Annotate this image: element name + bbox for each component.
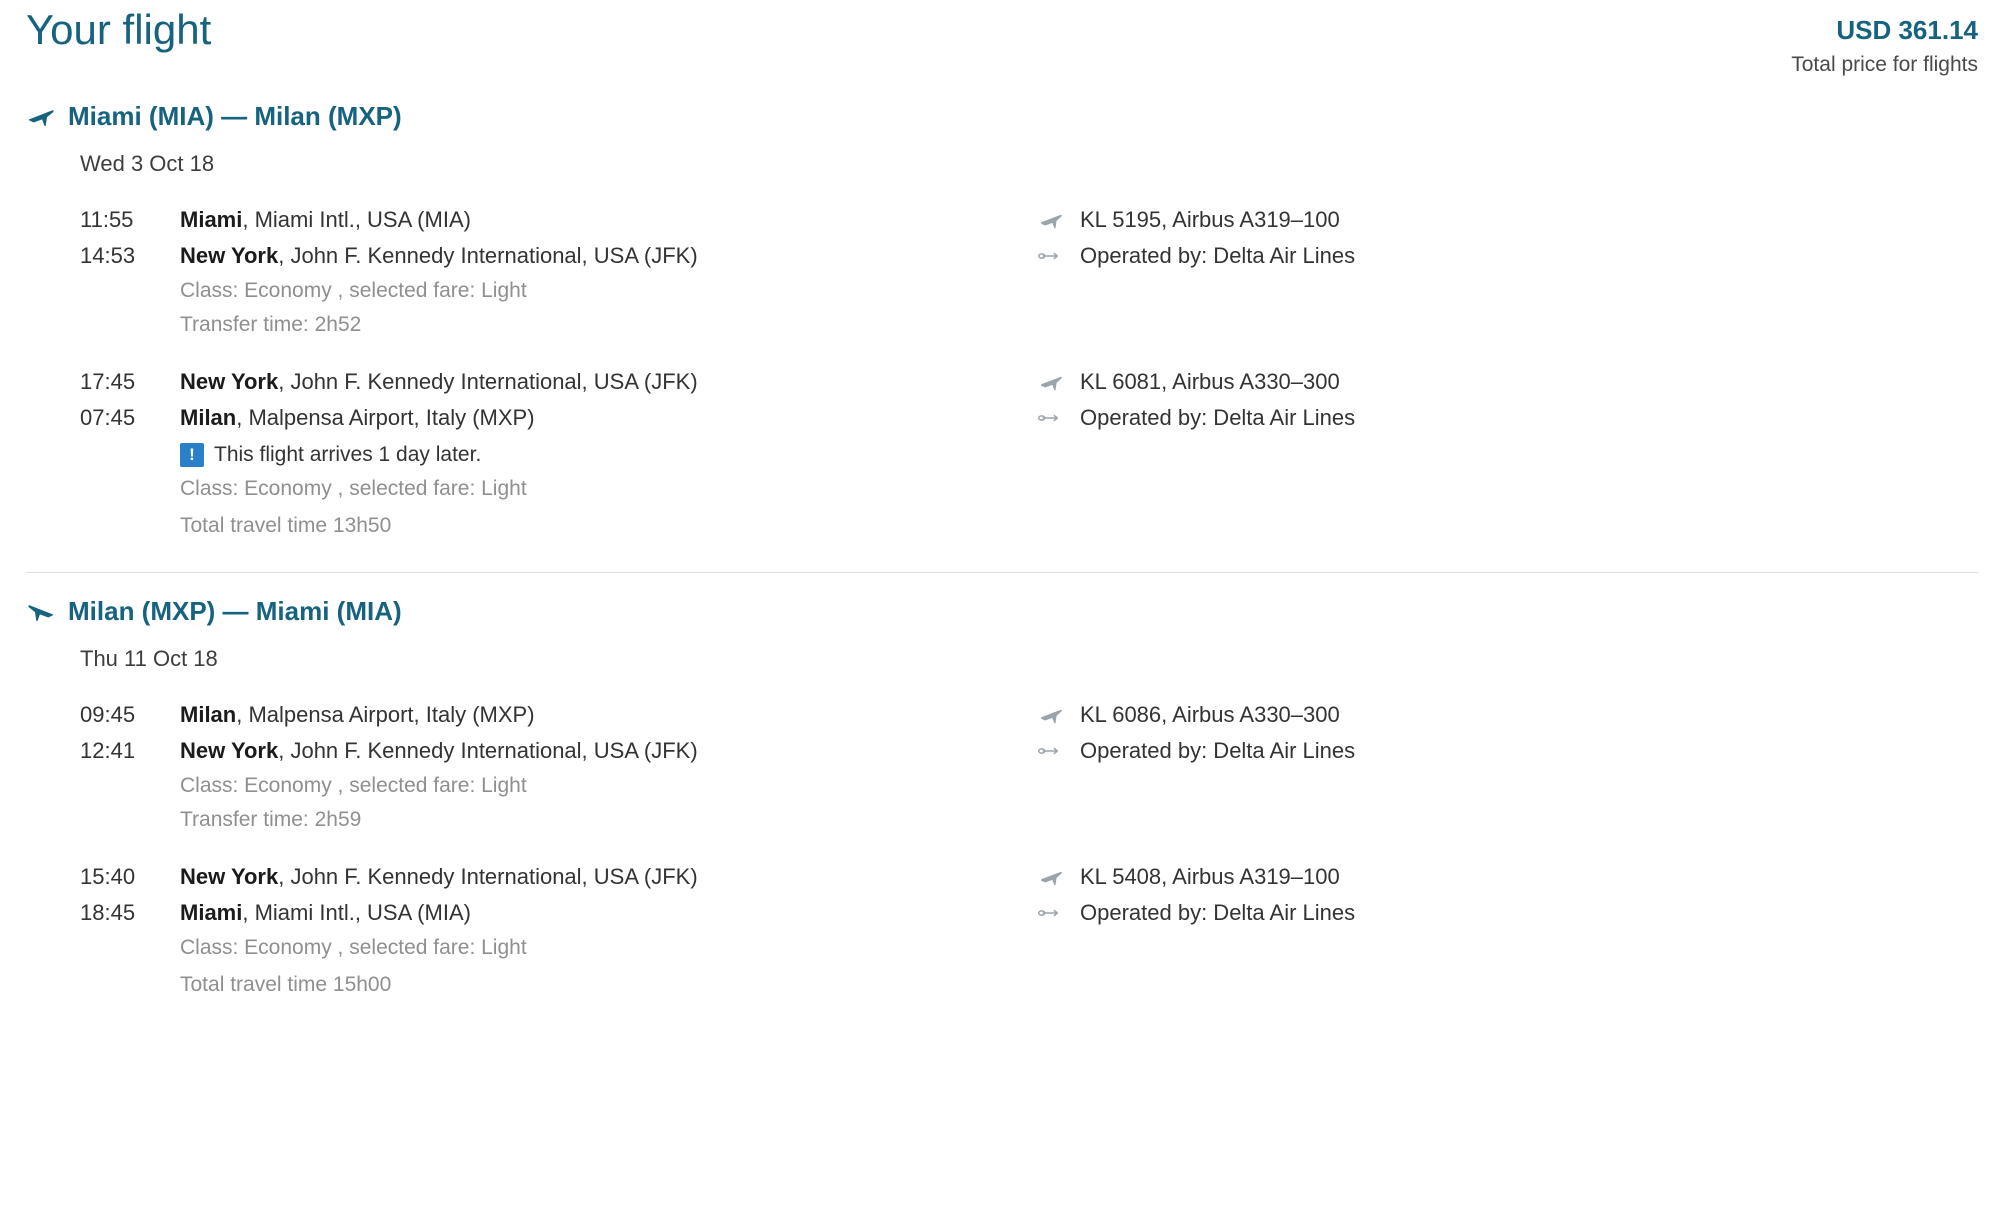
flight-segment (26, 697, 1978, 837)
segment-list (26, 202, 1978, 546)
departure-airport-detail: , John F. Kennedy International, USA (JFK) (278, 864, 698, 889)
arrival-airport (180, 400, 535, 436)
departure-row (80, 364, 1036, 400)
operated-by: Operated by: Delta Air Lines (1080, 738, 1356, 763)
operated-by-row (1036, 238, 1978, 274)
arrival-airport (180, 895, 471, 931)
segment-carrier (1036, 697, 1978, 769)
segment-times (26, 364, 1036, 546)
operated-by-row (1036, 733, 1978, 769)
operated-by-icon (1036, 409, 1066, 427)
total-travel-time: Total travel time 13h50 (180, 514, 392, 537)
segment-carrier (1036, 859, 1978, 931)
operated-by-row (1036, 895, 1978, 931)
operated-by-icon (1036, 247, 1066, 265)
page-header (26, 0, 1978, 96)
class-info: Class: Economy , selected fare: Light (180, 279, 527, 302)
plane-depart-icon (26, 103, 56, 129)
departure-city: Milan (180, 702, 237, 727)
class-info: Class: Economy , selected fare: Light (180, 774, 527, 797)
arrival-row (80, 400, 1036, 436)
arrival-airport-detail: , John F. Kennedy International, USA (JFK) (278, 738, 698, 763)
departure-time: 17:45 (80, 369, 136, 394)
route-date: Wed 3 Oct 18 (80, 151, 215, 176)
transfer-time: Transfer time: 2h59 (180, 808, 362, 831)
flight-number: KL 6081, Airbus A330–300 (1080, 369, 1340, 394)
flight-number: KL 6086, Airbus A330–300 (1080, 702, 1340, 727)
flight-segment (26, 202, 1978, 342)
departure-city: New York (180, 369, 279, 394)
arrival-time: 12:41 (80, 738, 136, 763)
itinerary-return (26, 572, 1978, 1023)
class-info: Class: Economy , selected fare: Light (180, 477, 527, 500)
plane-arrive-icon (26, 598, 56, 624)
info-exclamation-icon: ! (180, 443, 204, 467)
departure-time: 15:40 (80, 864, 136, 889)
arrival-city: New York (180, 243, 279, 268)
operated-by: Operated by: Delta Air Lines (1080, 900, 1356, 925)
arrival-airport-detail: , Miami Intl., USA (MIA) (242, 900, 471, 925)
total-travel-time: Total travel time 15h00 (180, 973, 392, 996)
departure-airport-detail: , Miami Intl., USA (MIA) (242, 207, 471, 232)
route-date: Thu 11 Oct 18 (80, 646, 218, 671)
airplane-icon (1036, 372, 1066, 392)
flight-number: KL 5408, Airbus A319–100 (1080, 864, 1340, 889)
transfer-time: Transfer time: 2h52 (180, 313, 362, 336)
itinerary-outbound (26, 100, 1978, 564)
operated-by: Operated by: Delta Air Lines (1080, 405, 1356, 430)
arrival-city: Miami (180, 900, 243, 925)
arrival-time: 14:53 (80, 243, 136, 268)
flight-number-row (1036, 697, 1978, 733)
route-title: Milan (MXP) — Miami (MIA) (68, 596, 402, 626)
arrival-row (80, 733, 1036, 769)
arrival-time: 18:45 (80, 900, 136, 925)
total-price-value: USD 361.14 (1836, 15, 1978, 45)
operated-by: Operated by: Delta Air Lines (1080, 243, 1356, 268)
operated-by-icon (1036, 904, 1066, 922)
operated-by-row (1036, 400, 1978, 436)
total-price-block (1791, 6, 1978, 80)
departure-city: New York (180, 864, 279, 889)
flight-segment (26, 859, 1978, 1005)
arrival-airport-detail: , Malpensa Airport, Italy (MXP) (236, 405, 535, 430)
departure-airport (180, 697, 535, 733)
route-title: Miami (MIA) — Milan (MXP) (68, 101, 402, 131)
airplane-icon (1036, 705, 1066, 725)
operated-by-icon (1036, 742, 1066, 760)
arrival-time: 07:45 (80, 405, 136, 430)
arrival-airport (180, 238, 698, 274)
arrival-row (80, 895, 1036, 931)
segment-carrier (1036, 202, 1978, 274)
airplane-icon (1036, 867, 1066, 887)
arrival-airport (180, 733, 698, 769)
airplane-icon (1036, 210, 1066, 230)
departure-airport-detail: , John F. Kennedy International, USA (JFK) (278, 369, 698, 394)
arrival-day-notice-text: This flight arrives 1 day later. (214, 443, 482, 466)
arrival-row (80, 238, 1036, 274)
flight-number-row (1036, 364, 1978, 400)
flight-segment (26, 364, 1978, 546)
flight-number-row (1036, 202, 1978, 238)
departure-row (80, 697, 1036, 733)
arrival-city: Milan (180, 405, 237, 430)
route-header (26, 100, 1978, 132)
flight-number-row (1036, 859, 1978, 895)
segment-times (26, 859, 1036, 1005)
arrival-airport-detail: , John F. Kennedy International, USA (JFK) (278, 243, 698, 268)
departure-city: Miami (180, 207, 243, 232)
departure-time: 11:55 (80, 207, 134, 232)
departure-row (80, 202, 1036, 238)
departure-airport (180, 202, 471, 238)
segment-times (26, 202, 1036, 342)
route-header (26, 595, 1978, 627)
departure-row (80, 859, 1036, 895)
segment-carrier (1036, 364, 1978, 436)
arrival-day-notice (80, 438, 1036, 472)
total-price-caption: Total price for flights (1791, 53, 1978, 76)
segment-times (26, 697, 1036, 837)
flight-number: KL 5195, Airbus A319–100 (1080, 207, 1340, 232)
segment-list (26, 697, 1978, 1005)
departure-airport (180, 859, 698, 895)
page-title: Your flight (26, 6, 212, 53)
departure-airport-detail: , Malpensa Airport, Italy (MXP) (236, 702, 535, 727)
departure-airport (180, 364, 698, 400)
arrival-city: New York (180, 738, 279, 763)
class-info: Class: Economy , selected fare: Light (180, 936, 527, 959)
departure-time: 09:45 (80, 702, 136, 727)
